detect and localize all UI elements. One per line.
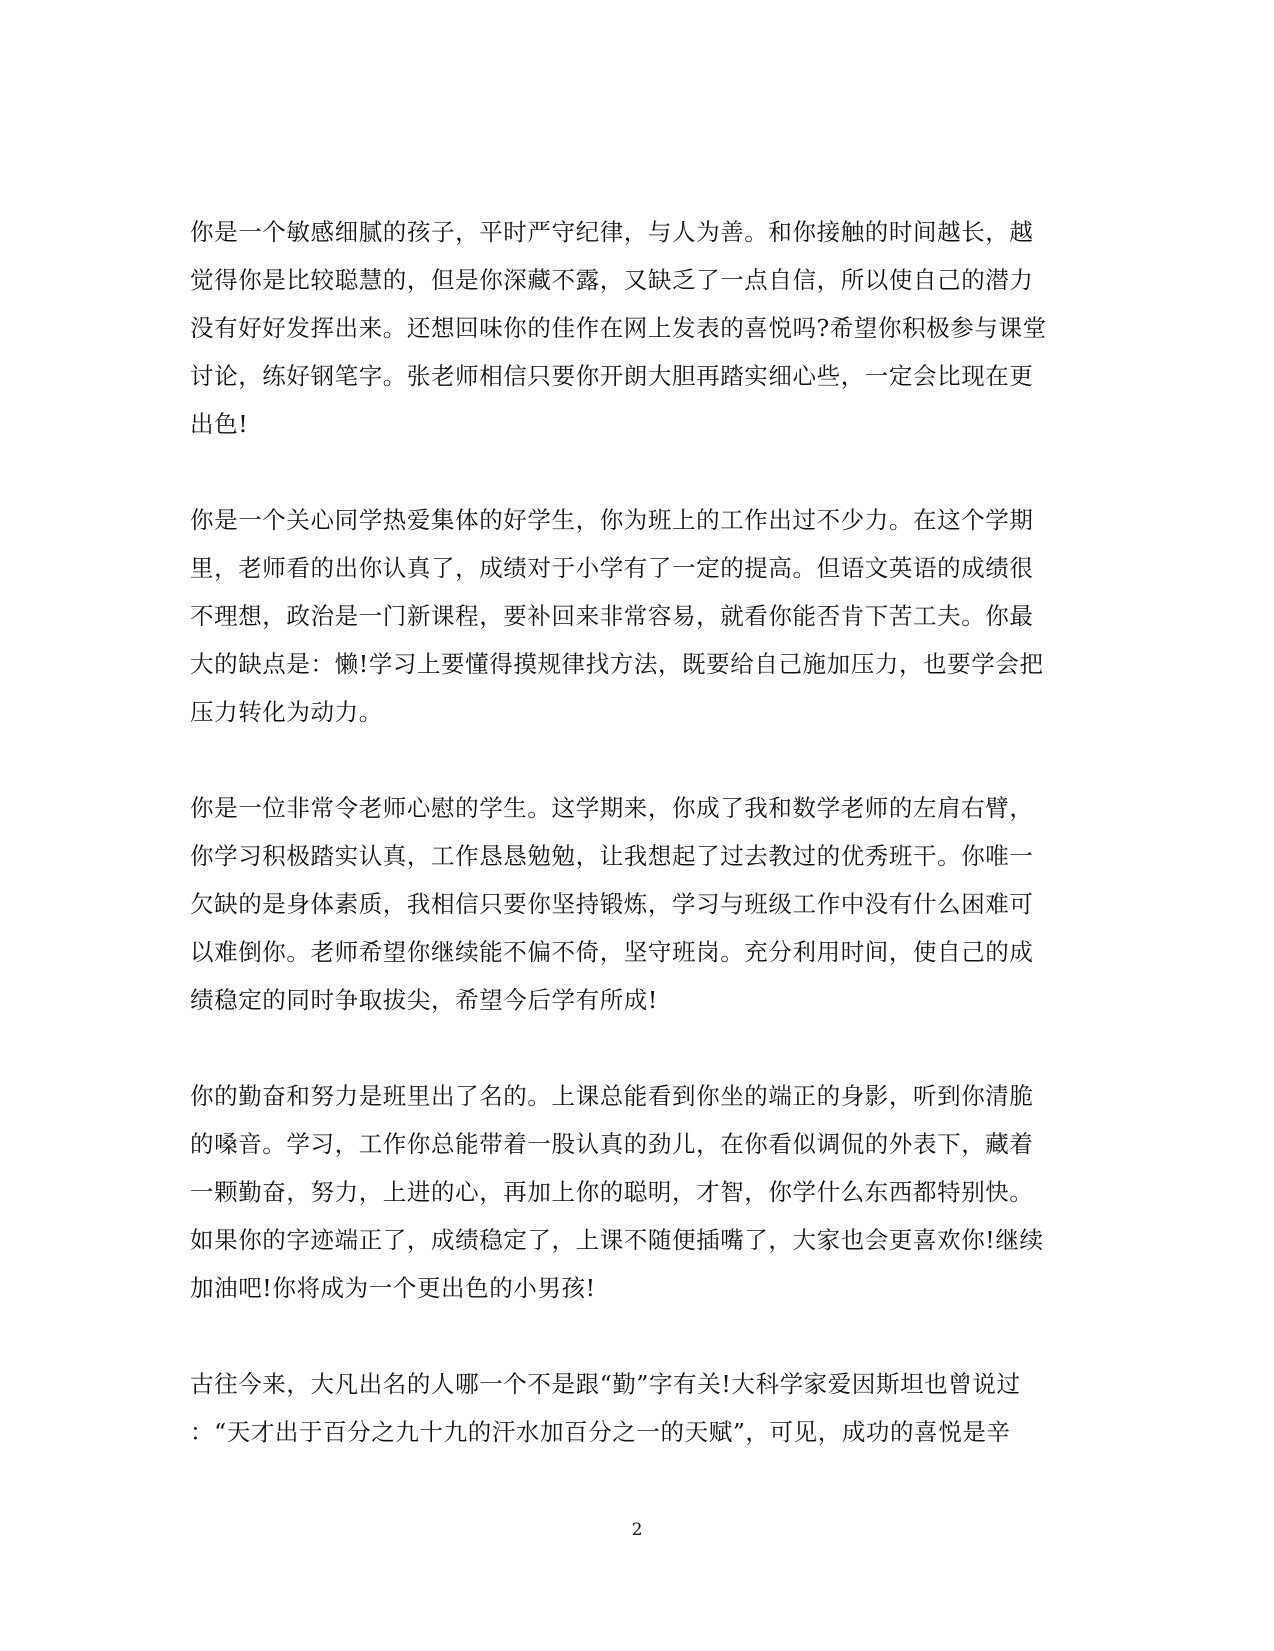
text-line: 你是一位非常令老师心慰的学生。这学期来，你成了我和数学老师的左肩右臂， — [190, 794, 1034, 822]
text-line: 不理想，政治是一门新课程，要补回来非常容易，就看你能否肯下苦工夫。你最 — [190, 602, 1034, 630]
text-line: 里，老师看的出你认真了，成绩对于小学有了一定的提高。但语文英语的成绩很 — [190, 554, 1034, 582]
text-line: 古往今来，大凡出名的人哪一个不是跟“勤”字有关!大科学家爱因斯坦也曾说过 — [190, 1370, 1021, 1398]
text-line: 出色! — [190, 410, 249, 438]
text-line: 加油吧!你将成为一个更出色的小男孩! — [190, 1274, 596, 1302]
text-line: 你学习积极踏实认真，工作恳恳勉勉，让我想起了过去教过的优秀班干。你唯一 — [190, 842, 1034, 870]
text-line: ：“天才出于百分之九十九的汗水加百分之一的天赋”，可见，成功的喜悦是辛 — [190, 1418, 1011, 1446]
text-line: 讨论，练好钢笔字。张老师相信只要你开朗大胆再踏实细心些，一定会比现在更 — [190, 362, 1034, 390]
text-line: 压力转化为动力。 — [190, 698, 383, 726]
paragraph-5 — [190, 1360, 1080, 1456]
text-line: 你是一个敏感细腻的孩子，平时严守纪律，与人为善。和你接触的时间越长，越 — [190, 218, 1034, 246]
paragraph-1 — [190, 208, 1080, 448]
text-line: 以难倒你。老师希望你继续能不偏不倚，坚守班岗。充分利用时间，使自己的成 — [190, 938, 1034, 966]
text-line: 一颗勤奋，努力，上进的心，再加上你的聪明，才智，你学什么东西都特别快。 — [190, 1178, 1034, 1206]
paragraph-2 — [190, 496, 1080, 736]
paragraph-4 — [190, 1072, 1080, 1312]
text-line: 如果你的字迹端正了，成绩稳定了，上课不随便插嘴了，大家也会更喜欢你!继续 — [190, 1226, 1044, 1254]
document-body — [190, 208, 1080, 1504]
text-line: 绩稳定的同时争取拔尖，希望今后学有所成! — [190, 986, 658, 1014]
text-line: 觉得你是比较聪慧的，但是你深藏不露，又缺乏了一点自信，所以使自己的潜力 — [190, 266, 1034, 294]
text-line: 你是一个关心同学热爱集体的好学生，你为班上的工作出过不少力。在这个学期 — [190, 506, 1034, 534]
text-line: 欠缺的是身体素质，我相信只要你坚持锻炼，学习与班级工作中没有什么困难可 — [190, 890, 1034, 918]
text-line: 你的勤奋和努力是班里出了名的。上课总能看到你坐的端正的身影，听到你清脆 — [190, 1082, 1034, 1110]
text-line: 没有好好发挥出来。还想回味你的佳作在网上发表的喜悦吗?希望你积极参与课堂 — [190, 314, 1047, 342]
text-line: 大的缺点是：懒!学习上要懂得摸规律找方法，既要给自己施加压力，也要学会把 — [190, 650, 1044, 678]
page-number: 2 — [631, 1520, 643, 1540]
text-line: 的嗓音。学习，工作你总能带着一股认真的劲儿，在你看似调侃的外表下，藏着 — [190, 1130, 1034, 1158]
paragraph-3 — [190, 784, 1080, 1024]
